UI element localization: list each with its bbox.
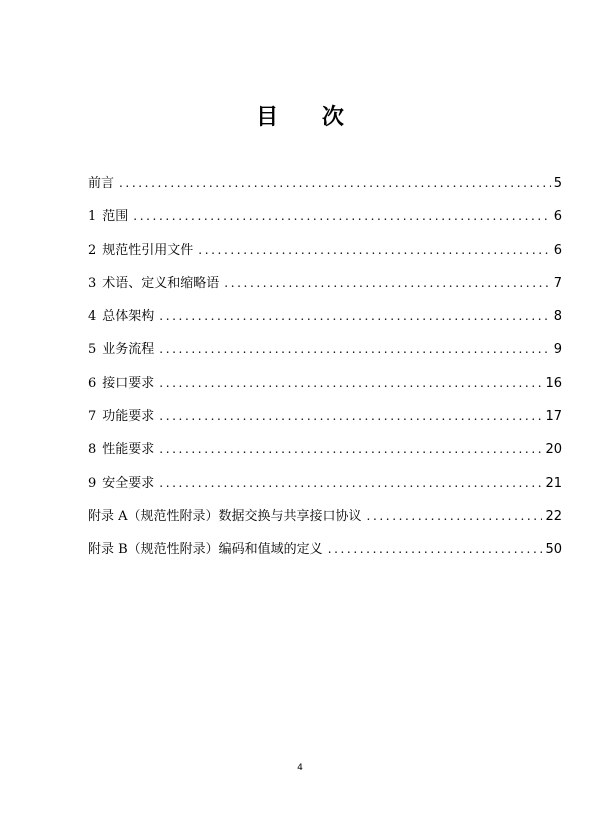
toc-entry-title: 性能要求 [102,442,155,458]
toc-entry-title: 总体架构 [102,309,155,325]
toc-entry-page: 8 [553,309,562,325]
toc-leader-dots [119,173,551,193]
toc-entry-performance-requirements[interactable] [88,439,562,472]
toc-entry-page: 9 [553,342,562,358]
page-title: 目 次 [256,105,362,130]
toc-entry-title: 术语、定义和缩略语 [102,275,220,291]
toc-entry-page: 17 [545,409,562,425]
toc-entry-architecture[interactable] [88,306,562,339]
toc-entry-title: 功能要求 [102,409,155,425]
toc-entry-interface-requirements[interactable] [88,373,562,406]
toc-entry-title: 业务流程 [102,342,155,358]
toc-entry-scope[interactable] [88,206,562,239]
toc-entry-title: 接口要求 [102,375,155,391]
toc-entry-title: 附录 B（规范性附录）编码和值域的定义 [88,542,323,558]
toc-entry-functional-requirements[interactable] [88,406,562,439]
toc-entry-page: 21 [545,475,562,491]
toc-leader-dots [159,473,542,493]
toc-entry-page: 5 [553,176,562,191]
toc-entry-page: 6 [553,209,562,225]
toc-entry-appendix-a[interactable] [88,506,562,539]
toc-entry-title: 前言 [88,176,115,191]
toc-entry-title: 规范性引用文件 [102,242,194,258]
toc-entry-number: 9 [88,475,97,491]
toc-entry-page: 6 [553,242,562,258]
toc-entry-number: 4 [88,309,97,325]
toc-entry-page: 7 [553,275,562,291]
toc-entry-business-process[interactable] [88,339,562,372]
toc-entry-appendix-b[interactable] [88,539,562,572]
toc-leader-dots [198,240,550,260]
toc-leader-dots [159,439,542,459]
page-number: 4 [297,763,303,773]
toc-entry-security-requirements[interactable] [88,473,562,506]
toc-entry-preface[interactable] [88,173,562,206]
toc-entry-number: 6 [88,375,97,391]
toc-entry-title: 范围 [102,209,129,225]
toc-leader-dots [159,373,542,393]
toc-entry-number: 5 [88,342,97,358]
toc-entry-title: 附录 A（规范性附录）数据交换与共享接口协议 [88,508,362,524]
toc-entry-terms-definitions[interactable] [88,273,562,306]
toc-leader-dots [159,406,542,426]
toc-leader-dots [367,506,543,526]
table-of-contents [88,173,562,573]
toc-entry-normative-references[interactable] [88,240,562,273]
toc-entry-page: 22 [545,508,562,524]
toc-entry-number: 7 [88,409,97,425]
toc-leader-dots [133,206,550,226]
toc-leader-dots [328,539,543,559]
toc-entry-number: 3 [88,275,97,291]
toc-entry-number: 2 [88,242,97,258]
toc-entry-title: 安全要求 [102,475,155,491]
toc-leader-dots [224,273,550,293]
toc-entry-page: 50 [545,542,562,558]
toc-entry-page: 16 [545,375,562,391]
toc-entry-number: 8 [88,442,97,458]
toc-entry-number: 1 [88,209,97,225]
toc-leader-dots [159,339,550,359]
toc-leader-dots [159,306,550,326]
toc-entry-page: 20 [545,442,562,458]
